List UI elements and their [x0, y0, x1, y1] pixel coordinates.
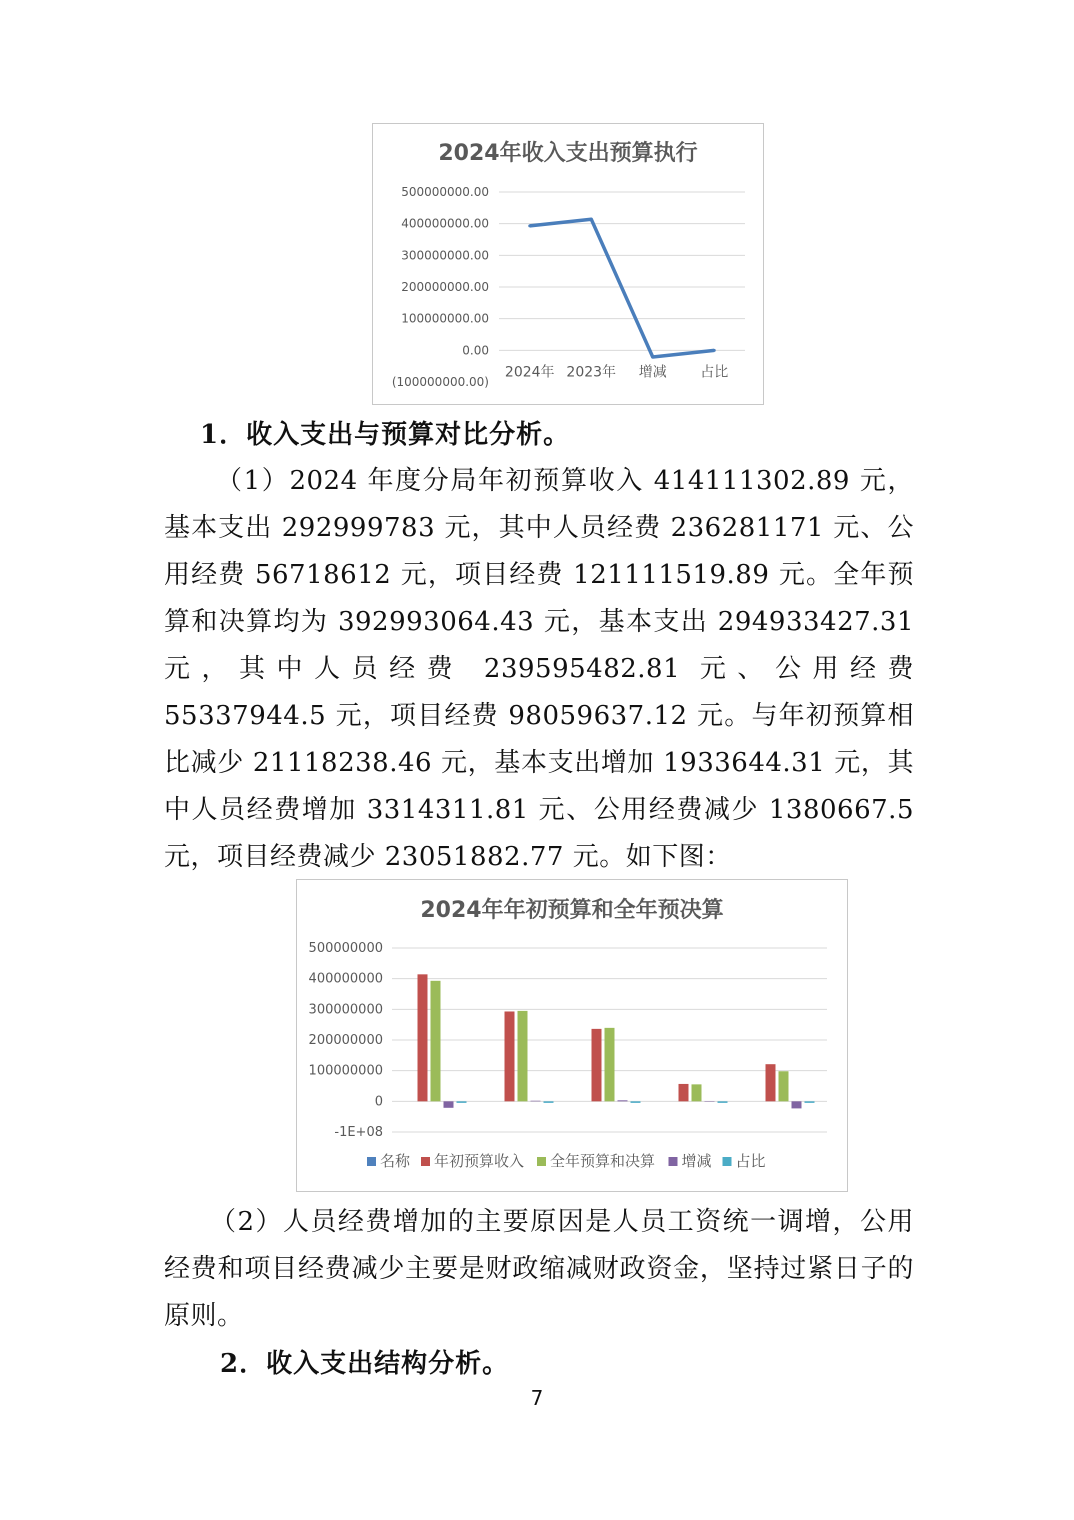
y-tick-label: 0.00 [462, 343, 489, 358]
legend-label: 全年预算和决算 [550, 1152, 656, 1170]
bar [631, 1101, 641, 1103]
y-tick-label: 200000000.00 [401, 280, 489, 294]
legend-swatch [367, 1157, 376, 1166]
y-tick-label: 0 [374, 1094, 383, 1110]
y-tick-label: (100000000.00) [391, 375, 489, 389]
bar [505, 1011, 515, 1101]
bar [431, 981, 441, 1102]
legend-swatch [421, 1157, 430, 1166]
page-number: 7 [530, 1386, 544, 1410]
bar [418, 974, 428, 1101]
y-tick-label: -1E+08 [334, 1125, 383, 1140]
bar [779, 1071, 789, 1101]
legend-label: 占比 [735, 1152, 766, 1170]
section-heading-2: 2．收入支出结构分析。 [220, 1349, 510, 1379]
series-line [530, 219, 715, 357]
chart-title: 2024年年初预算和全年预决算 [420, 898, 724, 923]
bar [679, 1084, 689, 1101]
legend-swatch [537, 1157, 546, 1166]
bar [605, 1028, 615, 1101]
bar [518, 1011, 528, 1101]
x-tick-label: 占比 [700, 364, 729, 381]
data-point [528, 224, 531, 227]
legend-label: 名称 [380, 1152, 411, 1170]
bar [718, 1101, 728, 1103]
data-point [651, 356, 654, 359]
bar [792, 1101, 802, 1108]
y-tick-label: 500000000 [308, 941, 383, 956]
y-tick-label: 100000000.00 [401, 311, 489, 326]
bar-chart-svg [297, 880, 847, 1191]
y-tick-label: 300000000 [308, 1002, 383, 1018]
bar [444, 1101, 454, 1107]
paragraph-budget-comparison: （1）2024 年度分局年初预算收入 414111302.89 元，基本支出 292999783 元，其中人员经费 236281171 元、公用经费 56718612 元，项目经费 121111519.89 元。全年预算和决算均为 392993064.43 元，基本支出 294933427.31 元，其中人员经费 239595482.81 元、公用经费 55337944.5 元，项目经费 98059637.12 元。与年初预算相比减少 21118238.46 元，基本支出增加 1933644.31 元，其中人员经费增加 3314311.81 元、公用经费减少 1380667.5 元，项目经费减少 23051882.77 元。如下图： [164, 466, 914, 872]
line-chart-budget-execution [372, 123, 764, 405]
paragraph-reasons: （2）人员经费增加的主要原因是人员工资统一调增，公用经费和项目经费减少主要是财政缩减财政资金，坚持过紧日子的原则。 [164, 1207, 914, 1331]
bar [692, 1084, 702, 1101]
y-tick-label: 100000000 [308, 1063, 383, 1079]
line-chart-svg [373, 124, 763, 404]
bar-chart-budget-comparison [296, 879, 848, 1192]
bar [805, 1101, 815, 1103]
x-tick-label: 2023年 [566, 364, 617, 381]
section-heading-1: 1．收入支出与预算对比分析。 [200, 420, 571, 450]
y-tick-label: 400000000.00 [401, 216, 489, 231]
bar [457, 1101, 467, 1103]
y-tick-label: 400000000 [308, 971, 383, 987]
y-tick-label: 300000000.00 [401, 248, 489, 263]
bar [531, 1101, 541, 1102]
bar [544, 1101, 554, 1103]
legend-label: 增减 [681, 1152, 712, 1170]
y-tick-label: 500000000.00 [401, 185, 489, 199]
data-point [590, 218, 593, 221]
x-tick-label: 2024年 [504, 364, 555, 381]
data-point [713, 349, 716, 352]
legend-swatch [669, 1157, 678, 1166]
bar [766, 1064, 776, 1101]
x-tick-label: 增减 [638, 364, 667, 381]
chart-title: 2024年收入支出预算执行 [438, 141, 698, 166]
legend-label: 年初预算收入 [434, 1152, 525, 1170]
bar [618, 1100, 628, 1101]
bar [592, 1029, 602, 1101]
y-tick-label: 200000000 [308, 1033, 383, 1048]
legend-swatch [723, 1157, 732, 1166]
